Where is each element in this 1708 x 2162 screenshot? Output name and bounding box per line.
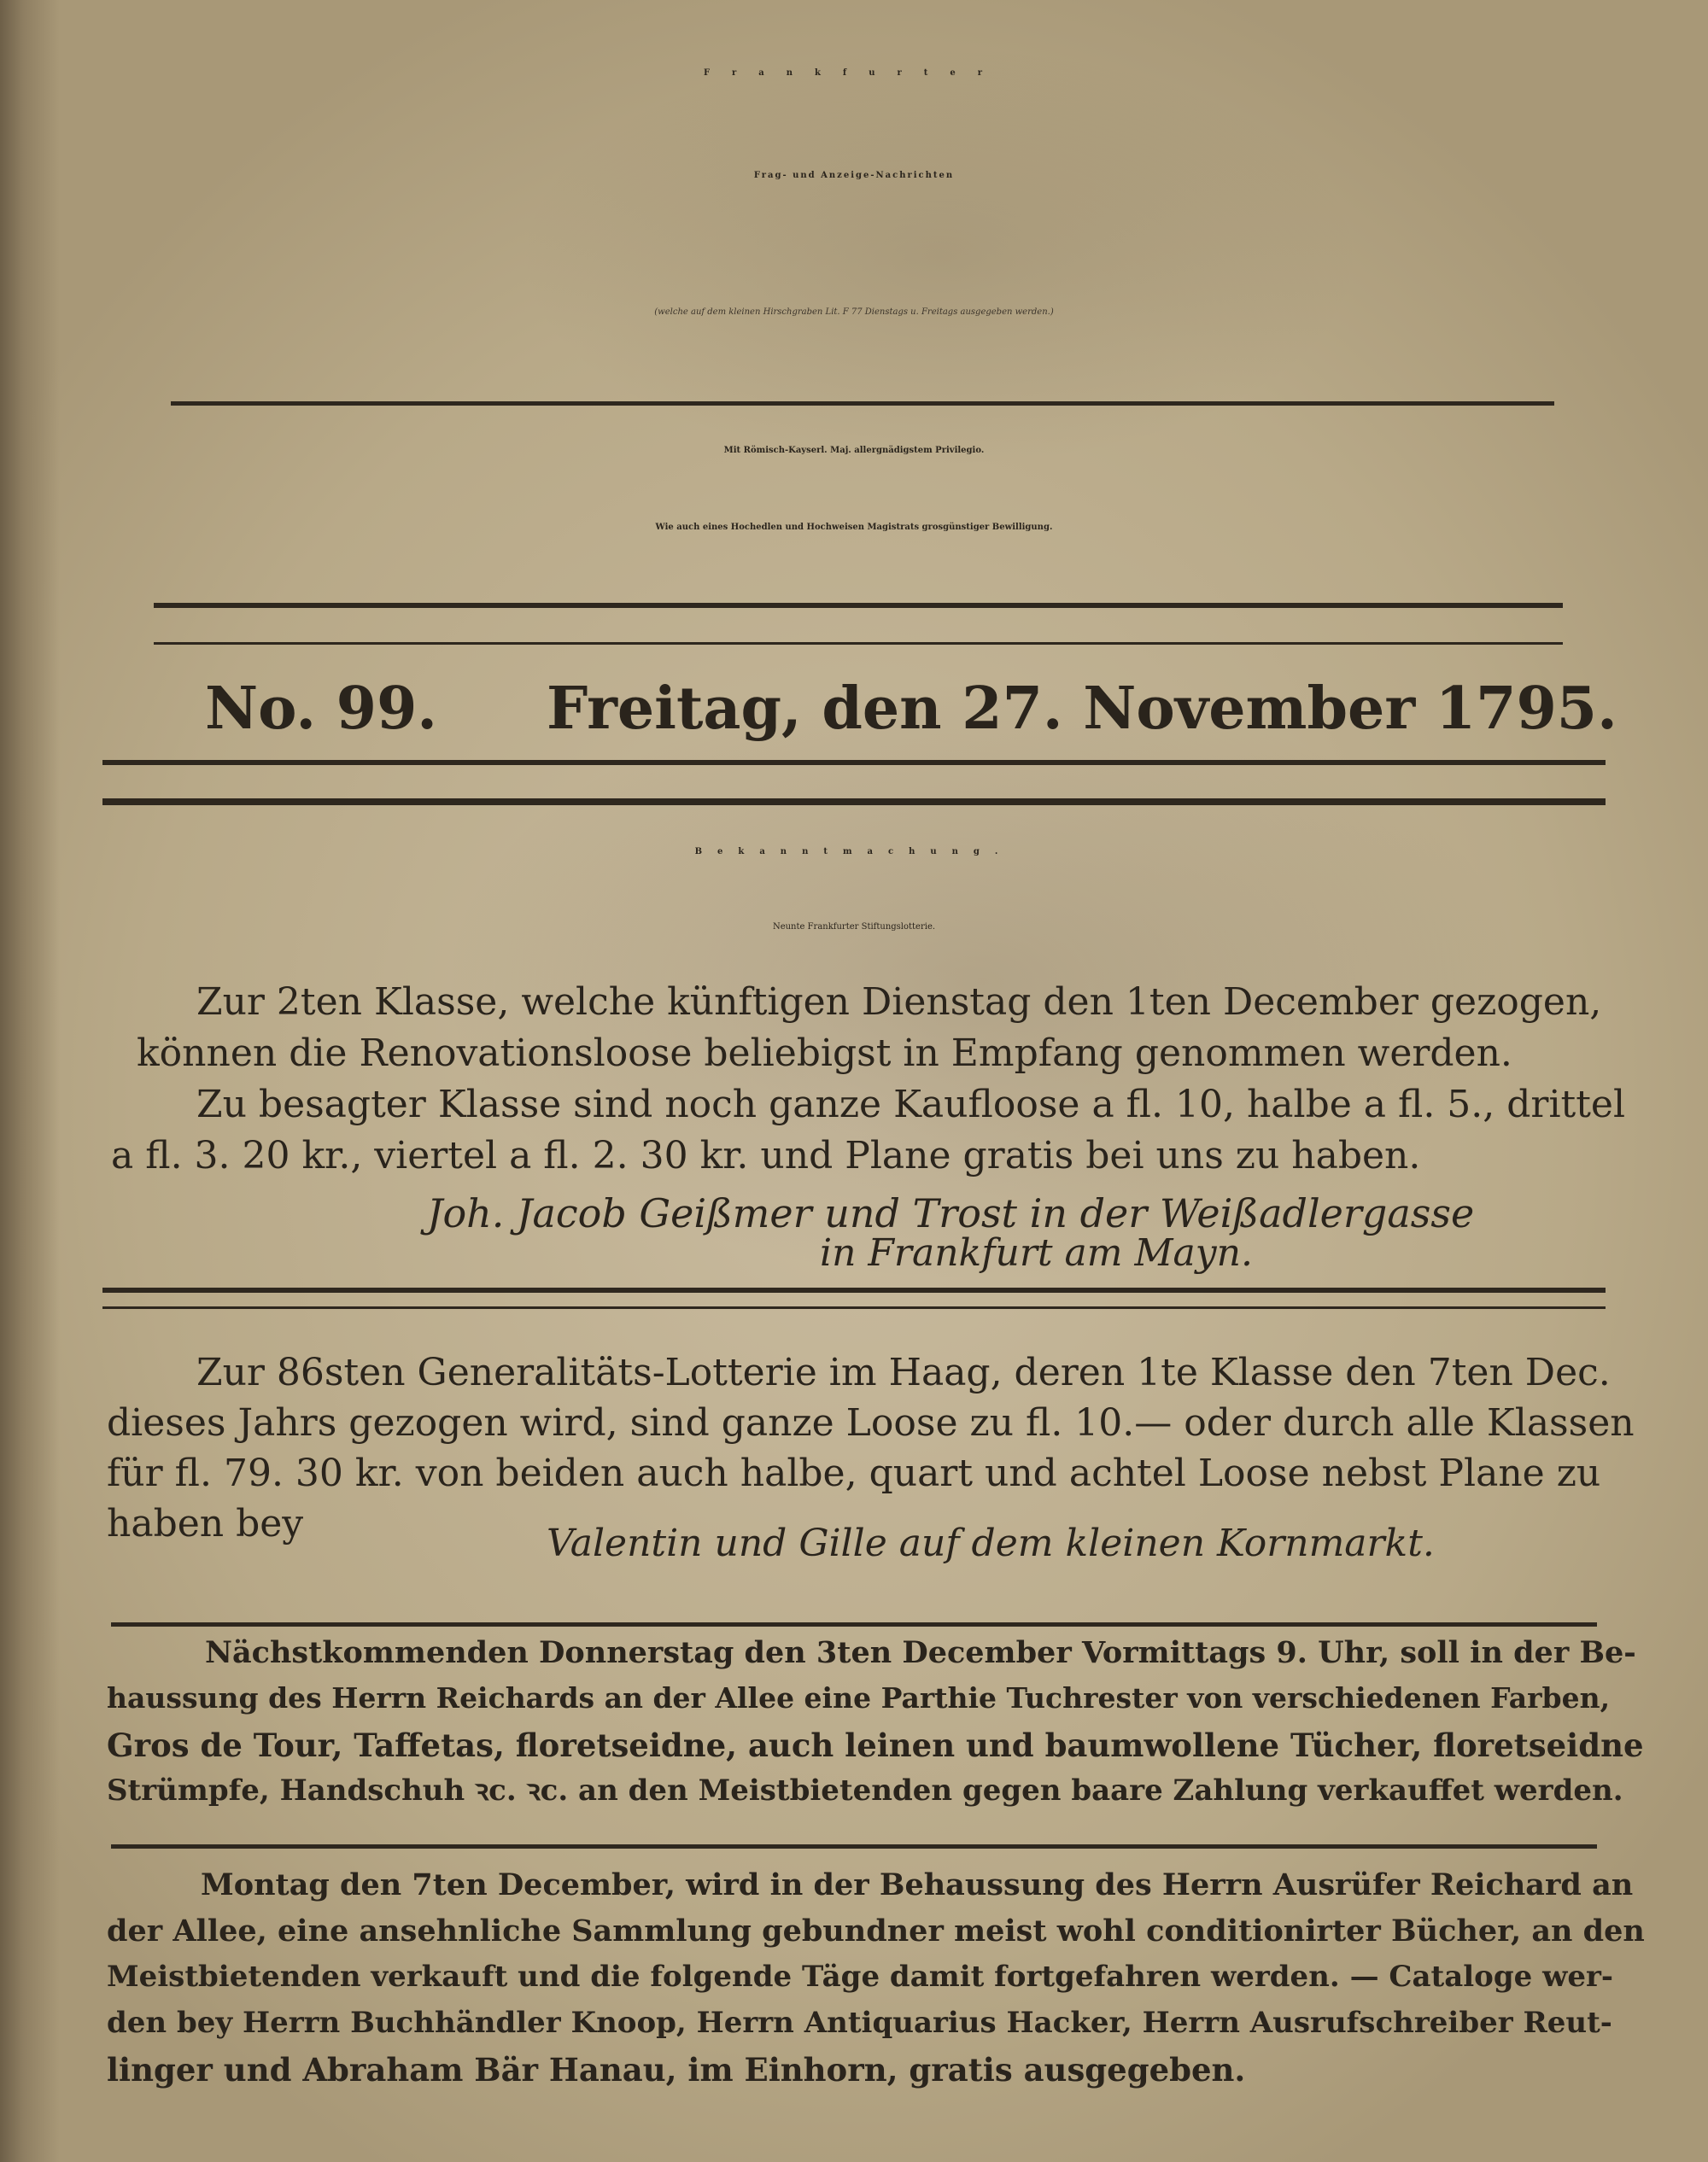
privilege-line: Mit Römisch-Kayserl. Maj. allergnädigstem Privilegio.: [723, 446, 985, 455]
notice4-line: Meistbietenden verkauft und die folgende Täge damit fortgefahren werden. — Cataloge wer-: [107, 1960, 1613, 1994]
notice3-line: Nächstkommenden Donnerstag den 3ten December Vormittags 9. Uhr, soll in der Be-: [205, 1635, 1636, 1670]
rule-below-issue-2: [102, 798, 1606, 805]
notice2-line: haben bey: [107, 1502, 304, 1546]
notice4-line: linger und Abraham Bär Hanau, im Einhorn, gratis ausgegeben.: [107, 2051, 1246, 2089]
rule-above-issue: [154, 603, 1563, 608]
notice1-title: Bekanntmachung.: [694, 847, 1014, 856]
notice2-line: für fl. 79. 30 kr. von beiden auch halbe, quart und achtel Loose nebst Plane zu: [107, 1452, 1601, 1495]
masthead-title-line2: Frag- und Anzeige-Nachrichten: [753, 171, 955, 180]
notice1-signature-place: in Frankfurt am Mayn.: [820, 1231, 1253, 1275]
issue-date: Freitag, den 27. November 1795.: [547, 675, 1617, 743]
notice2-line: Zur 86sten Generalitäts-Lotterie im Haag, deren 1te Klasse den 7ten Dec.: [196, 1351, 1611, 1394]
masthead-subtitle: (welche auf dem kleinen Hirschgraben Lit. F 77 Dienstags u. Freitags ausgegeben werden.): [654, 307, 1054, 317]
notice4-line: Montag den 7ten December, wird in der Behaussung des Herrn Ausrüfer Reichard an: [201, 1867, 1634, 1902]
notice1-line: Zur 2ten Klasse, welche künftigen Dienstag den 1ten December gezogen,: [196, 980, 1602, 1024]
notice4-line: den bey Herrn Buchhändler Knoop, Herrn Antiquarius Hacker, Herrn Ausrufschreiber Reut-: [107, 2006, 1612, 2040]
notice1-subtitle: Neunte Frankfurter Stiftungslotterie.: [772, 922, 936, 932]
notice4-line: der Allee, eine ansehnliche Sammlung gebundner meist wohl conditionirter Bücher, an den: [107, 1914, 1645, 1949]
issue-line: [205, 675, 1617, 743]
notice1-signature: Joh. Jacob Geißmer und Trost in der Weißadlergasse: [427, 1190, 1475, 1236]
notice-separator: [111, 1844, 1597, 1849]
notice3-line: Gros de Tour, Taffetas, floretseidne, auch leinen und baumwollene Tücher, floretseidne: [107, 1727, 1644, 1764]
permission-line: Wie auch eines Hochedlen und Hochweisen Magistrats grosgünstiger Bewilligung.: [655, 523, 1053, 532]
book-spine-shadow: [0, 0, 60, 2162]
issue-number: No. 99.: [205, 675, 437, 743]
masthead-title-line1: Frankfurter: [704, 68, 1004, 78]
rule-under-masthead: [171, 401, 1554, 406]
rule-below-issue: [102, 760, 1606, 765]
notice2-line: dieses Jahrs gezogen wird, sind ganze Loose zu fl. 10.— oder durch alle Klassen: [107, 1401, 1635, 1445]
notice1-line: Zu besagter Klasse sind noch ganze Kaufloose a fl. 10, halbe a fl. 5., drittel: [196, 1083, 1626, 1126]
notice-separator-2: [102, 1306, 1606, 1309]
notice-separator: [102, 1288, 1606, 1293]
notice2-signature: Valentin und Gille auf dem kleinen Kornmarkt.: [547, 1522, 1435, 1565]
notice3-line: haussung des Herrn Reichards an der Allee eine Parthie Tuchrester von verschiedenen Farben,: [107, 1681, 1611, 1715]
notice1-line: können die Renovationsloose beliebigst in Empfang genommen werden.: [137, 1031, 1512, 1075]
rule-above-issue-thin: [154, 642, 1563, 645]
notice-separator: [111, 1622, 1597, 1627]
notice3-line: Strümpfe, Handschuh ꝛc. ꝛc. an den Meistbietenden gegen baare Zahlung verkauffet werden.: [107, 1773, 1623, 1808]
notice1-line: a fl. 3. 20 kr., viertel a fl. 2. 30 kr. und Plane gratis bei uns zu haben.: [111, 1134, 1421, 1177]
